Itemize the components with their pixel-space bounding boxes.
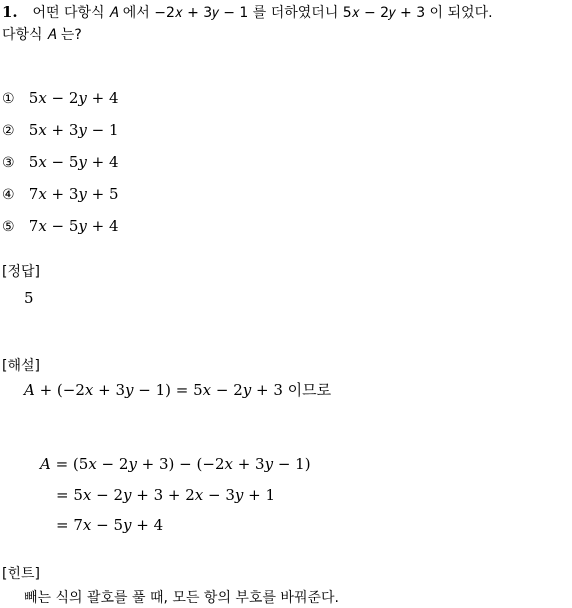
hint-text: 빼는 식의 괄호를 풀 때, 모든 항의 부호를 바꿔준다. bbox=[24, 590, 339, 606]
answer-value: 5 bbox=[24, 289, 34, 307]
choice-mark: ⑤ bbox=[2, 219, 15, 235]
choice-4[interactable] bbox=[2, 184, 119, 205]
explanation-equation-1: 𝐴 = (5𝑥 − 2𝑦 + 3) − (−2𝑥 + 3𝑦 − 1) bbox=[40, 455, 311, 473]
choice-expression: 7𝑥 + 3𝑦 + 5 bbox=[28, 185, 119, 203]
hint-label: [힌트] bbox=[2, 566, 40, 582]
choice-mark: ② bbox=[2, 123, 15, 139]
explanation-equation-2: = 5𝑥 − 2𝑦 + 3 + 2𝑥 − 3𝑦 + 1 bbox=[56, 486, 275, 504]
choice-expression: 7𝑥 − 5𝑦 + 4 bbox=[28, 217, 119, 235]
question-number: 1. bbox=[2, 3, 18, 21]
question-text-line2: 다항식 𝐴 는? bbox=[2, 27, 82, 43]
choice-expression: 5𝑥 + 3𝑦 − 1 bbox=[28, 121, 119, 139]
choice-expression: 5𝑥 − 2𝑦 + 4 bbox=[28, 89, 119, 107]
choice-mark: ① bbox=[2, 91, 15, 107]
question-text-line1: 어떤 다항식 𝐴 에서 −2𝑥 + 3𝑦 − 1 를 더하였더니 5𝑥 − 2𝑦 + 3 이 되었다. bbox=[32, 5, 493, 21]
choice-1[interactable] bbox=[2, 88, 119, 109]
answer-label: [정답] bbox=[2, 264, 40, 280]
explanation-line1: 𝐴 + (−2𝑥 + 3𝑦 − 1) = 5𝑥 − 2𝑦 + 3 이므로 bbox=[24, 381, 332, 399]
choice-3[interactable] bbox=[2, 152, 119, 173]
question-stem bbox=[2, 2, 493, 23]
choice-mark: ④ bbox=[2, 187, 15, 203]
choice-mark: ③ bbox=[2, 155, 15, 171]
choice-5[interactable] bbox=[2, 216, 119, 237]
explanation-label: [해설] bbox=[2, 358, 40, 374]
choice-2[interactable] bbox=[2, 120, 119, 141]
explanation-equation-3: = 7𝑥 − 5𝑦 + 4 bbox=[56, 516, 164, 534]
choice-expression: 5𝑥 − 5𝑦 + 4 bbox=[28, 153, 119, 171]
